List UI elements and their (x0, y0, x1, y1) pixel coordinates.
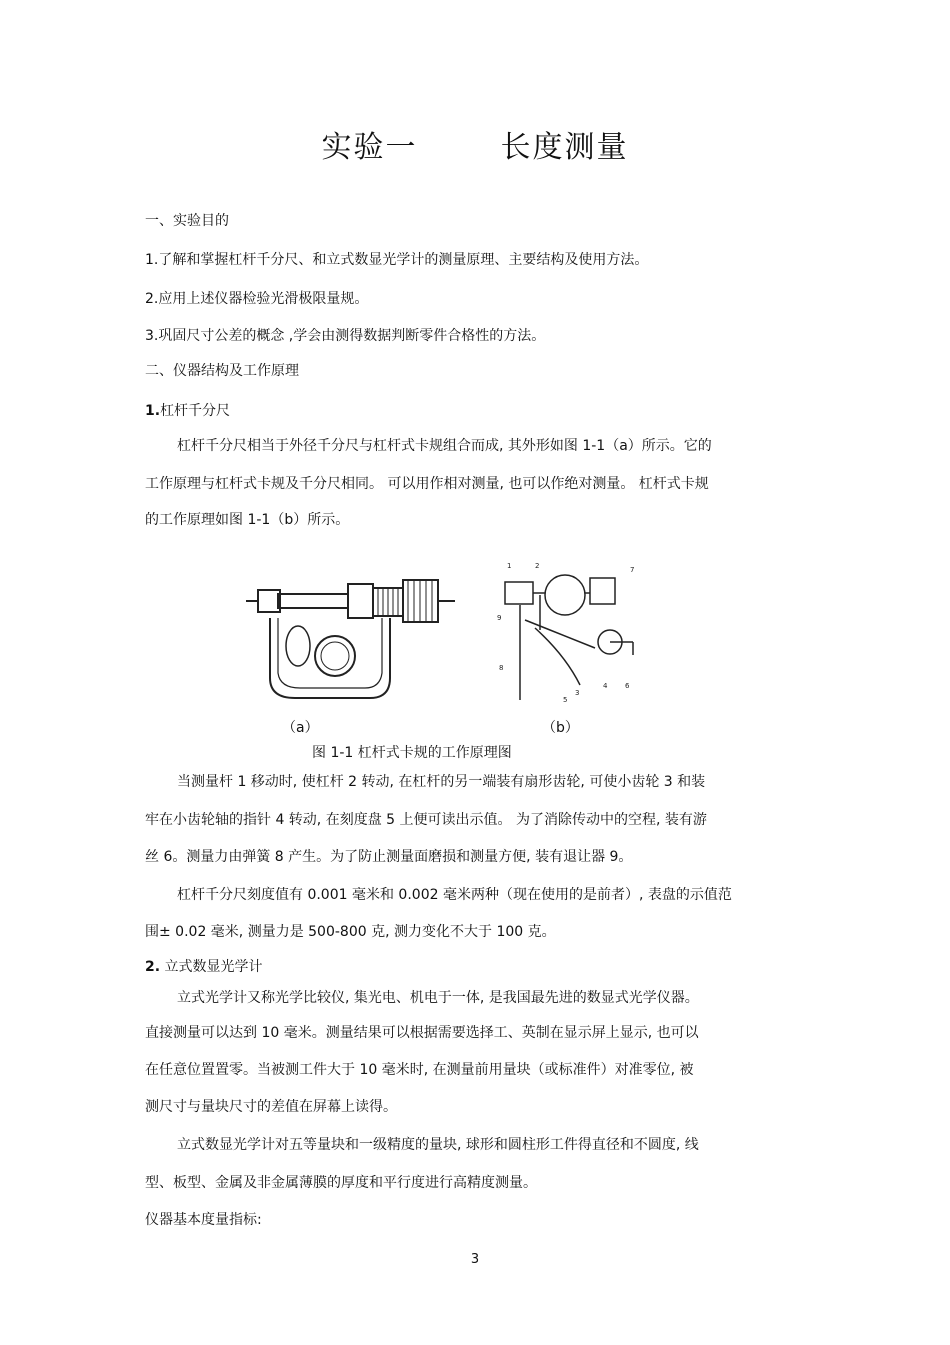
page-number: 3 (470, 1252, 480, 1267)
fig-b-label-1: 1 (507, 562, 512, 570)
subsection2-title: 立式数显光学计 (160, 959, 263, 975)
fig-b-label-4: 4 (603, 682, 608, 690)
subsection1-heading (145, 402, 230, 420)
title-part1: 实验一 (321, 130, 418, 165)
objective-1: 1.了解和掌握杠杆千分尺、和立式数显光学计的测量原理、主要结构及使用方法。 (145, 252, 649, 268)
para5-line1: 立式数显光学计对五等量块和一级精度的量块, 球形和圆柱形工件得直径和不圆度, 线 (177, 1137, 699, 1153)
objective-3: 3.巩固尺寸公差的概念 ,学会由测得数据判断零件合格性的方法。 (145, 328, 546, 344)
para6: 仪器基本度量指标: (145, 1212, 262, 1228)
figure-b-label: （b） (542, 720, 579, 736)
figure-a-label: （a） (282, 720, 319, 736)
figure-a-lever-micrometer (240, 568, 470, 708)
fig-b-label-6: 6 (625, 682, 630, 690)
para2-line3: 丝 6。测量力由弹簧 8 产生。为了防止测量面磨损和测量方便, 装有退让器 9。 (145, 849, 633, 865)
para1-line2: 工作原理与杠杆式卡规及千分尺相同。 可以用作相对测量, 也可以作绝对测量。 杠杆式卡规 (145, 476, 709, 492)
para3-line1: 杠杆千分尺刻度值有 0.001 毫米和 0.002 毫米两种（现在使用的是前者）, 表盘的示值范 (177, 887, 732, 903)
subsection1-title: 杠杆千分尺 (160, 403, 231, 419)
para2-line1: 当测量杆 1 移动时, 使杠杆 2 转动, 在杠杆的另一端装有扇形齿轮, 可使小齿轮 3 和装 (177, 774, 706, 790)
page-title (0, 128, 950, 168)
section1-heading: 一、实验目的 (145, 213, 229, 229)
para2-line2: 牢在小齿轮轴的指针 4 转动, 在刻度盘 5 上便可读出示值。 为了消除传动中的空程, 装有游 (145, 812, 707, 828)
fig-b-label-8: 8 (499, 664, 504, 672)
section2-heading: 二、仪器结构及工作原理 (145, 363, 299, 379)
para4-line2: 直接测量可以达到 10 毫米。测量结果可以根据需要选择工、英制在显示屏上显示, 也可以 (145, 1025, 699, 1041)
fig-b-label-3: 3 (575, 689, 580, 697)
subsection2-heading (145, 958, 263, 976)
fig-b-label-2: 2 (535, 562, 540, 570)
title-part2: 长度测量 (500, 130, 629, 165)
para4-line3: 在任意位置置零。当被测工件大于 10 毫米时, 在测量前用量块（或标准件）对准零位, 被 (145, 1062, 694, 1078)
para4-line1: 立式光学计又称光学比较仪, 集光电、机电于一体, 是我国最先进的数显式光学仪器。 (177, 990, 699, 1006)
fig-b-label-5: 5 (563, 696, 568, 704)
para4-line4: 测尺寸与量块尺寸的差值在屏幕上读得。 (145, 1099, 397, 1115)
para1-line3: 的工作原理如图 1-1（b）所示。 (145, 512, 350, 528)
figure-caption: 图 1-1 杠杆式卡规的工作原理图 (312, 745, 512, 761)
objective-2: 2.应用上述仪器检验光滑极限量规。 (145, 291, 369, 307)
subsection2-number: 2. (145, 959, 161, 975)
para1-line1: 杠杆千分尺相当于外径千分尺与杠杆式卡规组合而成, 其外形如图 1-1（a）所示。它的 (177, 438, 712, 454)
fig-b-label-7: 7 (630, 566, 635, 574)
figure-b-snap-gauge-schematic (495, 560, 645, 710)
subsection1-number: 1. (145, 403, 161, 419)
para3-line2: 围± 0.02 毫米, 测量力是 500-800 克, 测力变化不大于 100 克。 (145, 924, 556, 940)
para5-line2: 型、板型、金属及非金属薄膜的厚度和平行度进行高精度测量。 (145, 1175, 537, 1191)
fig-b-label-9: 9 (497, 614, 502, 622)
